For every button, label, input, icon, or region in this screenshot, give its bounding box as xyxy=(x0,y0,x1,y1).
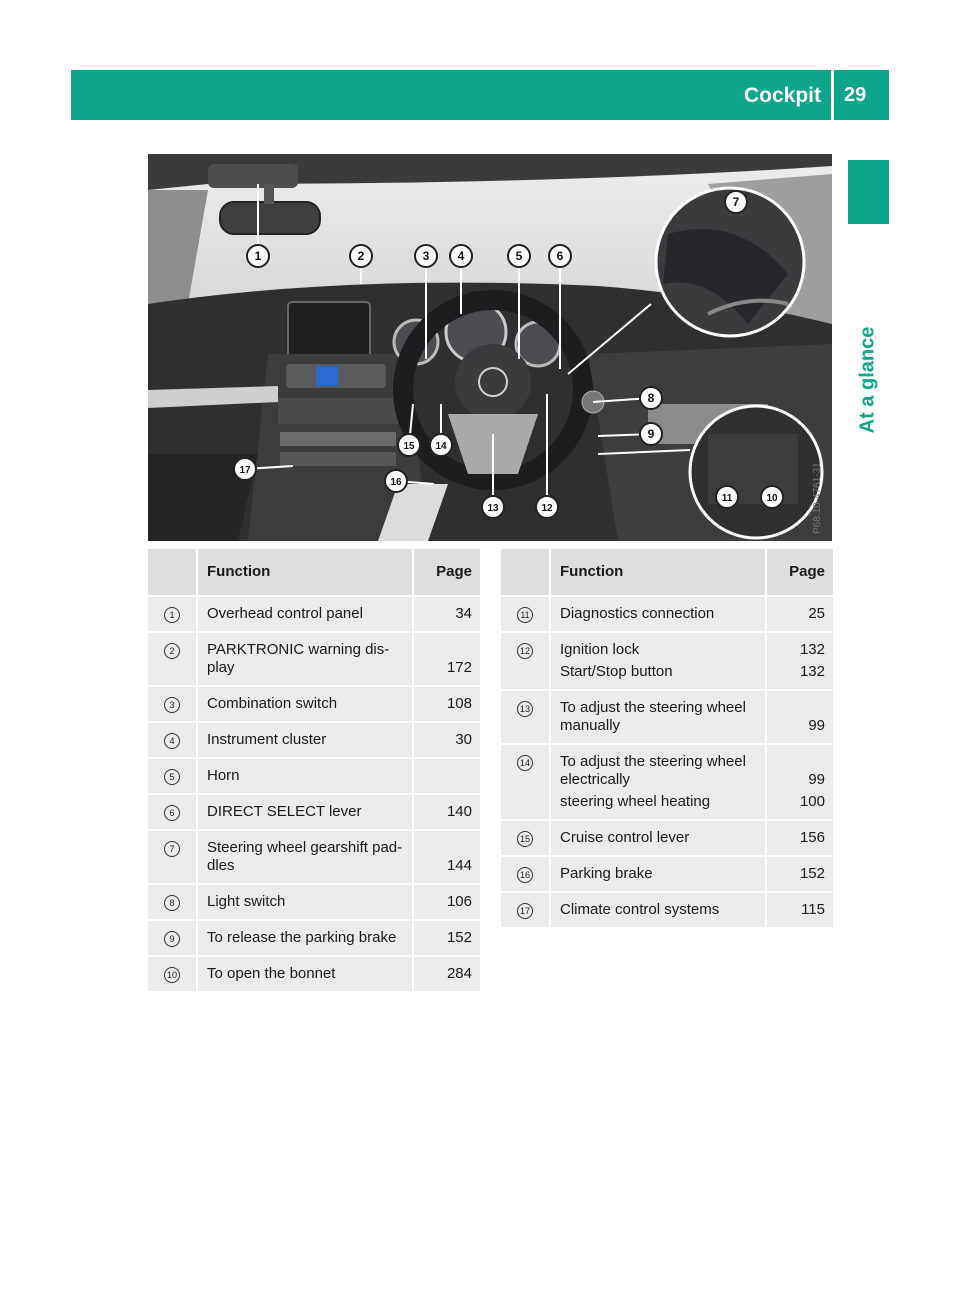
side-tab-marker xyxy=(848,160,889,224)
table-row xyxy=(148,633,480,687)
callout-marker xyxy=(350,245,372,284)
callout-number-icon: 12 xyxy=(517,643,533,659)
function-text: manually xyxy=(560,717,621,734)
table-row xyxy=(148,957,480,993)
callout-number-icon: 7 xyxy=(164,841,180,857)
page-ref: 115 xyxy=(801,901,825,918)
callout-label: 15 xyxy=(403,441,415,452)
function-text: dles xyxy=(207,857,235,874)
page-ref: 284 xyxy=(446,965,472,982)
callout-number-icon: 9 xyxy=(164,931,180,947)
callout-label: 4 xyxy=(457,249,465,263)
table-row xyxy=(148,687,480,723)
callout-label: 10 xyxy=(766,493,778,504)
col-page: Page xyxy=(765,549,833,597)
page-ref: 140 xyxy=(446,803,472,820)
row-page xyxy=(412,723,480,759)
row-page xyxy=(765,857,833,893)
header-divider xyxy=(831,70,834,120)
table-row xyxy=(148,759,480,795)
row-page xyxy=(412,885,480,921)
function-text: To adjust the steering wheel xyxy=(560,753,746,770)
row-page xyxy=(765,745,833,821)
row-function xyxy=(198,597,412,633)
callout-number-icon: 13 xyxy=(517,701,533,717)
callout-label: 5 xyxy=(515,249,523,263)
page-ref: 106 xyxy=(446,893,472,910)
row-function xyxy=(198,795,412,831)
col-num xyxy=(501,549,551,597)
function-text: Cruise control lever xyxy=(560,829,690,846)
col-page: Page xyxy=(412,549,480,597)
callout-number-icon: 11 xyxy=(517,607,533,623)
side-tab-label: At a glance xyxy=(856,326,879,434)
function-text: electrically xyxy=(560,771,631,788)
cockpit-photo xyxy=(148,154,832,541)
callout-number-icon: 6 xyxy=(164,805,180,821)
function-text: PARKTRONIC warning dis- xyxy=(207,641,390,658)
cockpit-illustration xyxy=(148,154,832,541)
callout-number-icon: 1 xyxy=(164,607,180,623)
table-row xyxy=(148,597,480,633)
function-text: Ignition lock xyxy=(560,641,640,658)
row-page xyxy=(412,759,480,795)
page-ref: 152 xyxy=(799,865,825,882)
table-row xyxy=(148,795,480,831)
function-text: DIRECT SELECT lever xyxy=(207,803,362,820)
callout-label: 14 xyxy=(435,441,447,452)
callout-label: 3 xyxy=(422,249,430,263)
callout-marker xyxy=(725,191,747,213)
row-number xyxy=(148,921,198,957)
table-row xyxy=(501,893,833,929)
row-number xyxy=(501,691,551,745)
function-text: Steering wheel gearshift pad- xyxy=(207,839,403,856)
function-text: play xyxy=(207,659,235,676)
callout-label: 12 xyxy=(541,503,553,514)
row-number xyxy=(501,821,551,857)
col-num xyxy=(148,549,198,597)
row-number xyxy=(148,687,198,723)
function-text: Instrument cluster xyxy=(207,731,327,748)
table-row xyxy=(501,821,833,857)
function-table-right xyxy=(501,549,833,929)
function-text: To release the parking brake xyxy=(207,929,397,946)
function-text: Parking brake xyxy=(560,865,653,882)
page-ref: 34 xyxy=(455,605,472,622)
table-row xyxy=(148,723,480,759)
callout-marker xyxy=(716,486,738,508)
row-number xyxy=(501,597,551,633)
row-number xyxy=(148,597,198,633)
page-header xyxy=(71,70,889,120)
table-row xyxy=(501,691,833,745)
row-number xyxy=(501,857,551,893)
row-number xyxy=(148,759,198,795)
table-row xyxy=(148,831,480,885)
callout-label: 16 xyxy=(390,477,402,488)
row-function xyxy=(198,687,412,723)
table-row xyxy=(501,745,833,821)
callout-label: 7 xyxy=(732,195,740,209)
callout-label: 17 xyxy=(239,465,251,476)
page-ref xyxy=(414,767,472,785)
row-page xyxy=(765,821,833,857)
callout-number-icon: 3 xyxy=(164,697,180,713)
callout-label: 9 xyxy=(647,427,655,441)
row-page xyxy=(765,633,833,691)
row-page xyxy=(412,831,480,885)
callout-number-icon: 15 xyxy=(517,831,533,847)
row-number xyxy=(501,745,551,821)
row-number xyxy=(148,723,198,759)
row-page xyxy=(765,597,833,633)
function-text: Combination switch xyxy=(207,695,338,712)
row-number xyxy=(148,957,198,993)
callout-number-icon: 10 xyxy=(164,967,180,983)
function-table-left xyxy=(148,549,480,993)
row-page xyxy=(765,893,833,929)
page-ref: 172 xyxy=(446,659,472,676)
page-ref: 25 xyxy=(808,605,825,622)
row-function xyxy=(198,723,412,759)
row-function xyxy=(551,633,765,691)
function-text: Climate control systems xyxy=(560,901,720,918)
page-ref: 132 xyxy=(799,641,825,658)
callout-label: 1 xyxy=(254,249,262,263)
page-ref: 144 xyxy=(446,857,472,874)
row-function xyxy=(198,759,412,795)
row-number xyxy=(148,885,198,921)
function-text: Overhead control panel xyxy=(207,605,363,622)
page-ref: 30 xyxy=(455,731,472,748)
page-ref: 99 xyxy=(808,771,825,788)
page-ref: 108 xyxy=(446,695,472,712)
callout-label: 13 xyxy=(487,503,499,514)
row-function xyxy=(551,597,765,633)
function-text: To adjust the steering wheel xyxy=(560,699,746,716)
function-subtext: Start/Stop button xyxy=(560,663,673,680)
row-page xyxy=(412,597,480,633)
row-number xyxy=(148,795,198,831)
function-text: To open the bonnet xyxy=(207,965,336,982)
row-function xyxy=(551,821,765,857)
photo-code: P68.10-4761-31 xyxy=(812,462,823,534)
row-function xyxy=(198,957,412,993)
table-row xyxy=(501,597,833,633)
callout-label: 11 xyxy=(721,493,733,504)
row-function xyxy=(551,857,765,893)
table-row xyxy=(148,921,480,957)
function-text: Diagnostics connection xyxy=(560,605,715,622)
callout-number-icon: 16 xyxy=(517,867,533,883)
col-function: Function xyxy=(198,549,412,597)
callout-number-icon: 2 xyxy=(164,643,180,659)
page-ref: 99 xyxy=(808,717,825,734)
callout-number-icon: 4 xyxy=(164,733,180,749)
row-function xyxy=(198,921,412,957)
callout-number-icon: 14 xyxy=(517,755,533,771)
callout-number-icon: 5 xyxy=(164,769,180,785)
page-ref: 156 xyxy=(799,829,825,846)
row-number xyxy=(148,633,198,687)
row-page xyxy=(412,795,480,831)
section-title: Cockpit xyxy=(743,84,821,107)
row-page xyxy=(412,633,480,687)
page-ref-sub: 100 xyxy=(799,793,825,810)
callout-label: 8 xyxy=(647,391,655,405)
row-function xyxy=(198,633,412,687)
callout-label: 2 xyxy=(357,249,365,263)
function-subtext: steering wheel heating xyxy=(560,793,711,810)
row-number xyxy=(501,893,551,929)
row-page xyxy=(412,957,480,993)
row-page xyxy=(412,687,480,723)
page-ref-sub: 132 xyxy=(799,663,825,680)
callout-label: 6 xyxy=(556,249,564,263)
col-function: Function xyxy=(551,549,765,597)
callout-marker xyxy=(761,486,783,508)
page-ref: 152 xyxy=(446,929,472,946)
callout-number-icon: 8 xyxy=(164,895,180,911)
callout-number-icon: 17 xyxy=(517,903,533,919)
table-row xyxy=(148,885,480,921)
row-page xyxy=(412,921,480,957)
row-page xyxy=(765,691,833,745)
function-text: Horn xyxy=(207,767,240,784)
row-function xyxy=(198,885,412,921)
table-row xyxy=(501,857,833,893)
row-function xyxy=(551,691,765,745)
row-number xyxy=(148,831,198,885)
row-function xyxy=(551,745,765,821)
function-text: Light switch xyxy=(207,893,286,910)
table-row xyxy=(501,633,833,691)
row-function xyxy=(551,893,765,929)
page-number: 29 xyxy=(844,84,867,106)
row-number xyxy=(501,633,551,691)
row-function xyxy=(198,831,412,885)
